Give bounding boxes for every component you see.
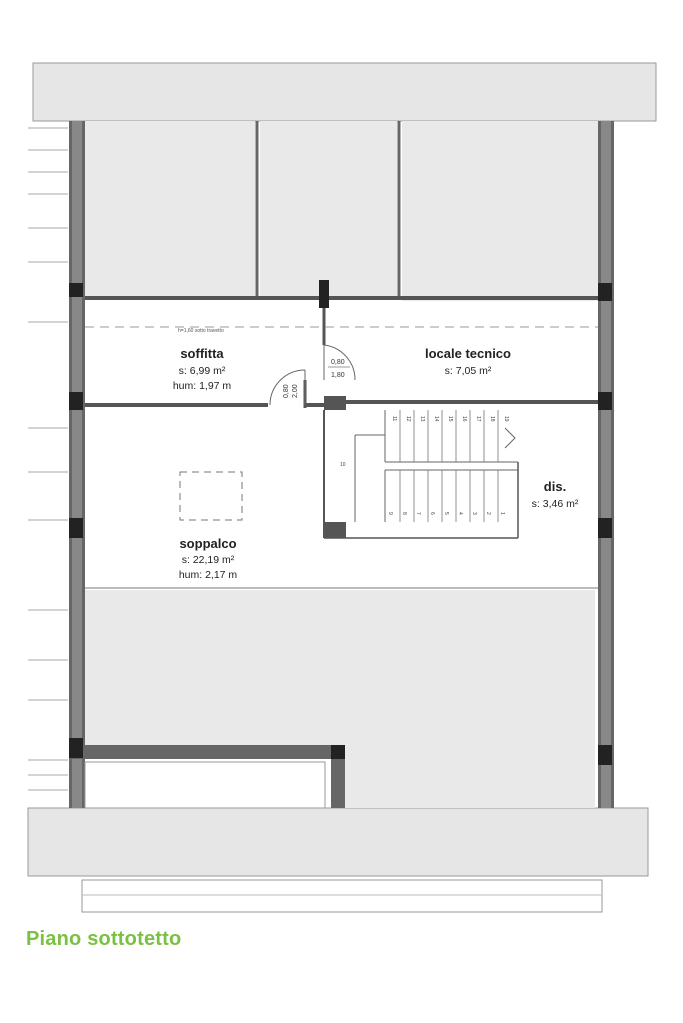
stair-step-lower: 1 [499, 512, 505, 515]
stair-step-upper: 18 [489, 416, 495, 422]
room-name-soppalco: soppalco [179, 536, 237, 551]
room-height-soffitta: hum: 1,97 m [172, 380, 232, 392]
stair-step-lower: 4 [457, 512, 463, 515]
roof-slab-top [33, 63, 656, 121]
room-soppalco [179, 536, 238, 581]
stair-step-upper: 12 [405, 416, 411, 422]
room-name-soffitta: soffitta [180, 346, 224, 361]
door1-width: 0,80 [331, 359, 345, 366]
stair-step-upper: 16 [461, 416, 467, 422]
stair-step-upper: 11 [391, 416, 397, 422]
stair-step-upper: 19 [503, 416, 509, 422]
room-soffitta [173, 346, 232, 392]
stair-step-lower: 6 [429, 512, 435, 515]
partition-post [319, 280, 329, 308]
door2-width: 0,80 [283, 384, 290, 398]
door1-height: 1,80 [331, 372, 345, 379]
attic-zone-south [85, 590, 595, 745]
stair-step-lower: 3 [471, 512, 477, 515]
attic-zone-south-right [345, 745, 595, 808]
room-name-dis: dis. [543, 479, 567, 494]
room-area-dis: s: 3,46 m² [531, 498, 579, 510]
stair-step-lower: 8 [401, 512, 407, 515]
stair-step-upper: 13 [419, 416, 425, 422]
room-dis [532, 479, 579, 510]
door2-height: 2,00 [292, 384, 299, 398]
left-edge-ticks [28, 128, 68, 790]
stair-step-upper: 15 [447, 416, 453, 422]
attic-zone-1 [85, 121, 255, 297]
room-name-locale-tecnico: locale tecnico [425, 346, 511, 361]
sotto-travetto-label: h=1,60 sotto travetto [178, 328, 224, 334]
stair-landing-number: 10 [340, 462, 346, 468]
gutter [82, 880, 602, 912]
room-height-soppalco: hum: 2,17 m [178, 569, 238, 581]
room-area-soffitta: s: 6,99 m² [178, 365, 226, 377]
staircase [324, 410, 518, 538]
stair-step-lower: 5 [443, 512, 449, 515]
stair-step-lower: 7 [415, 512, 421, 515]
terrace-rail [85, 762, 325, 808]
skylight [180, 472, 242, 520]
plan-title: Piano sottotetto [26, 928, 182, 950]
attic-zone-3 [402, 121, 600, 301]
stair-step-lower: 2 [485, 512, 491, 515]
room-area-locale-tecnico: s: 7,05 m² [444, 365, 492, 377]
stair-step-upper: 17 [475, 416, 481, 422]
roof-slab-bottom [28, 808, 648, 876]
room-area-soppalco: s: 22,19 m² [181, 554, 235, 566]
attic-zone-2 [260, 121, 397, 297]
stair-step-lower: 9 [387, 512, 393, 515]
room-locale-tecnico [425, 346, 511, 377]
stair-step-upper: 14 [433, 416, 439, 422]
wall-terrace-top [69, 745, 345, 759]
